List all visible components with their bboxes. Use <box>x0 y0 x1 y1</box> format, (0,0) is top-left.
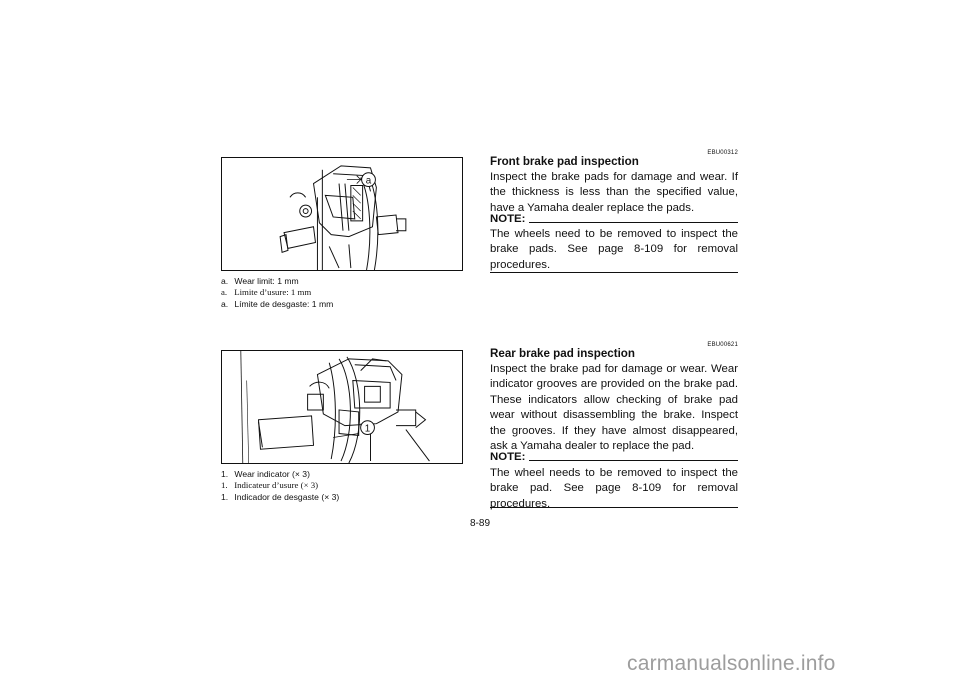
note-rule <box>529 222 738 223</box>
front-brake-pad-figure <box>221 157 463 271</box>
caption-text: Limite d’usure: 1 mm <box>234 287 312 298</box>
caption-number: a. <box>221 287 228 298</box>
caption-text: Indicador de desgaste (× 3) <box>234 491 340 502</box>
caption-text: Wear indicator (× 3) <box>234 469 310 479</box>
section2-note-end-rule <box>490 507 738 508</box>
caption-text: Wear limit: 1 mm <box>234 276 299 286</box>
section2-note <box>490 466 738 512</box>
section1-note <box>490 227 738 273</box>
rear-brake-caliper-illustration <box>222 351 462 463</box>
figure1-callout-label: a <box>365 175 372 187</box>
caption-number: a. <box>221 276 229 286</box>
caption-line-es <box>221 299 466 310</box>
caption-line-es <box>221 492 466 503</box>
section1-body <box>490 170 738 216</box>
watermark: carmanualsonline.info <box>627 652 836 675</box>
section2-body-text: Inspect the brake pad for damage or wear. Wear indicator grooves are provided on the brake pad. These indicators allow checking of brake pad wear without disassembling the brake. Inspect the grooves. If they have almost disappeared, ask a Yamaha dealer to replace the pad. <box>490 363 738 453</box>
section1-note-text: The wheels need to be removed to inspect the brake pads. See page 8-109 for removal procedures. <box>490 228 738 271</box>
figure2-caption <box>221 469 466 503</box>
caption-number: a. <box>221 298 229 309</box>
rear-brake-pad-figure <box>221 350 463 464</box>
caption-line-en <box>221 276 466 287</box>
section2-note-header <box>490 451 738 463</box>
section1-note-end-rule <box>490 272 738 273</box>
note-label: NOTE: <box>490 213 526 225</box>
section2-note-text: The wheel needs to be removed to inspect the brake pad. See page 8-109 for removal procedures. <box>490 467 738 510</box>
caption-line-fr <box>221 287 466 298</box>
caption-number: 1. <box>221 469 229 479</box>
section1-note-header <box>490 213 738 225</box>
caption-number: 1. <box>221 491 229 502</box>
figure2-callout-label: 1 <box>364 423 371 435</box>
section1-body-text: Inspect the brake pads for damage and wear. If the thickness is less than the specified value, have a Yamaha dealer replace the pads. <box>490 171 738 214</box>
note-label: NOTE: <box>490 451 526 463</box>
note-rule <box>529 460 738 461</box>
caption-line-en <box>221 469 466 480</box>
caption-text: Indicateur d’usure (× 3) <box>234 480 319 491</box>
section2-body <box>490 362 738 454</box>
page-number: 8-89 <box>469 518 490 529</box>
section1-heading: Front brake pad inspection <box>490 155 639 168</box>
caption-line-fr <box>221 480 466 491</box>
section2-heading: Rear brake pad inspection <box>490 347 635 360</box>
front-brake-caliper-illustration <box>222 158 462 270</box>
section1-code: EBU00312 <box>707 150 738 156</box>
caption-number: 1. <box>221 480 228 491</box>
caption-text: Límite de desgaste: 1 mm <box>234 298 334 309</box>
figure1-caption <box>221 276 466 310</box>
section2-code: EBU00621 <box>707 342 738 348</box>
